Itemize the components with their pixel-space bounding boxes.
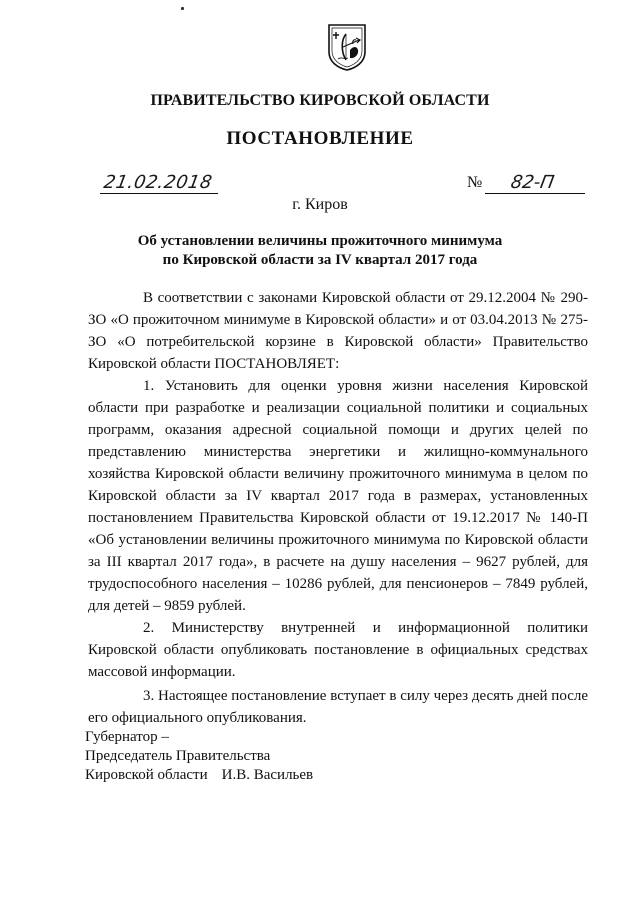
- document-type-heading: ПОСТАНОВЛЕНИЕ: [226, 128, 414, 149]
- subject-line-1: Об установлении величины прожиточного минимума: [137, 233, 503, 249]
- item-2-paragraph: 2. Министерству внутренней и информационной политики Кировской области опубликовать постановление в официальных средствах массовой информации.: [88, 620, 588, 680]
- handwritten-date: 21.02.2018: [102, 172, 214, 193]
- city-label: г. Киров: [292, 196, 348, 213]
- coat-of-arms-emblem: [326, 22, 368, 72]
- number-field: [485, 172, 585, 194]
- handwritten-number: 82-П: [509, 172, 556, 193]
- signature-region: Кировской области: [85, 767, 208, 783]
- signature-title-2: Председатель Правительства: [85, 748, 271, 764]
- document-subject: [0, 232, 640, 270]
- signature-block: [85, 728, 313, 785]
- number-label: №: [467, 174, 483, 191]
- item-1-paragraph: 1. Установить для оценки уровня жизни населения Кировской области при разработке и реализации социальной политики и социальных программ, оказания адресной социальной помощи и других целей по представлению министерства энергетики и жилищно-коммунального хозяйства Кировской области величину прожиточного минимума в целом по Кировской области за IV квартал 2017 года в размерах, установленных постановлением Правительства Кировской области от 19.12.2017 № 140-П «Об установлении величины прожиточного минимума по Кировской области за III квартал 2017 года», в расчете на душу населения – 9627 рублей, для трудоспособного населения – 10286 рублей, для пенсионеров – 7849 рублей, для детей – 9859 рублей.: [88, 378, 588, 614]
- date-field: [100, 172, 218, 194]
- signatory-name: И.В. Васильев: [221, 767, 314, 783]
- preamble-paragraph: В соответствии с законами Кировской области от 29.12.2004 № 290-ЗО «О прожиточном минимуме в Кировской области» и от 03.04.2013 № 275-ЗО «О потребительской корзине в Кировской области» Правительство Кировской области ПОСТАНОВЛЯЕТ:: [88, 290, 588, 372]
- signature-title-3-row: [85, 766, 313, 785]
- government-title: ПРАВИТЕЛЬСТВО КИРОВСКОЙ ОБЛАСТИ: [150, 92, 490, 109]
- scan-speck: [181, 7, 184, 10]
- document-body: [88, 287, 588, 729]
- signature-title-1: Губернатор –: [85, 729, 169, 745]
- item-3-paragraph: 3. Настоящее постановление вступает в силу через десять дней после его официального опубликования.: [88, 688, 588, 726]
- subject-line-2: по Кировской области за IV квартал 2017 года: [162, 252, 478, 268]
